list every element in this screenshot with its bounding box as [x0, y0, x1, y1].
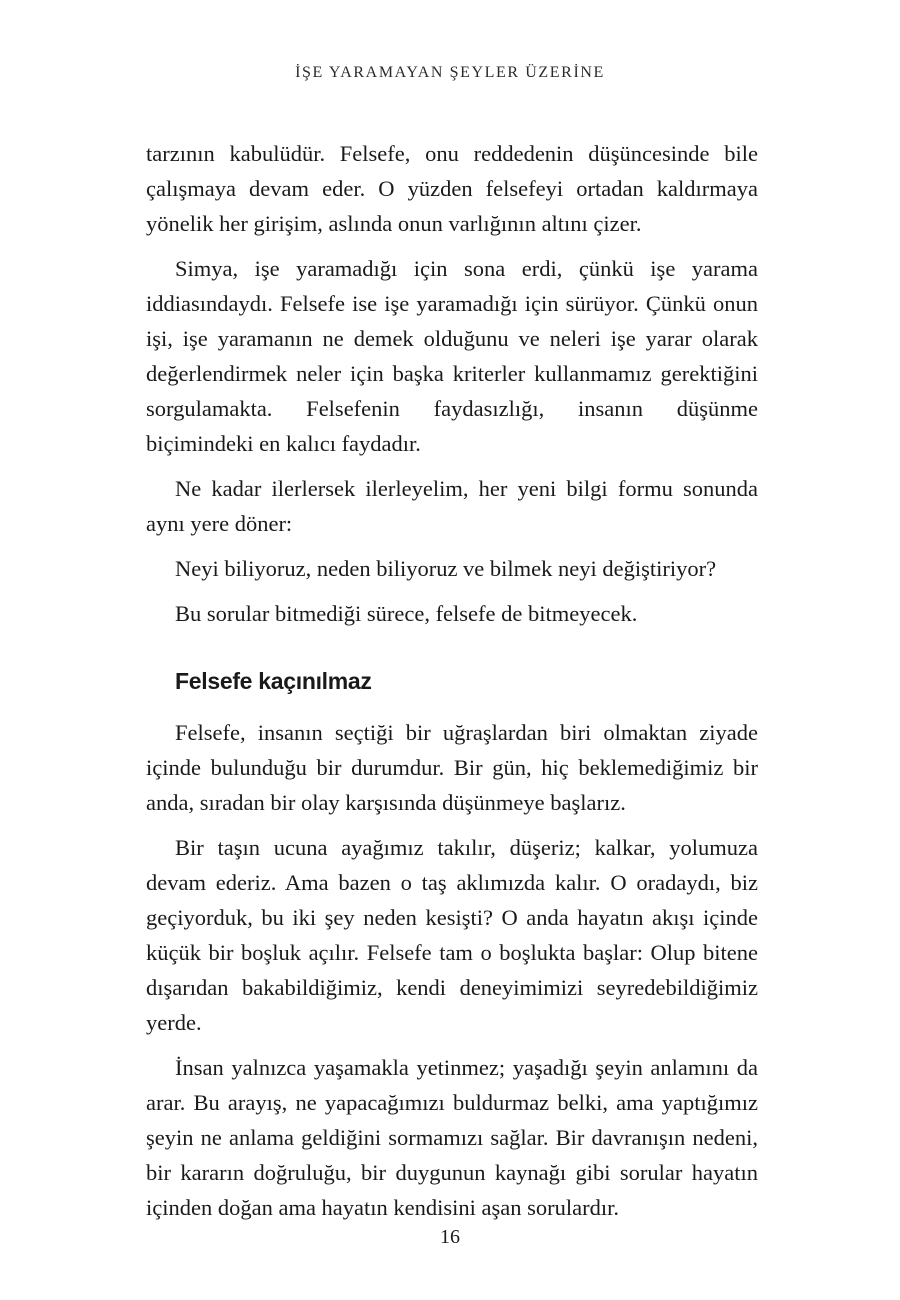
section-heading: Felsefe kaçınılmaz [175, 668, 372, 694]
closing-line: Bu sorular bitmediği sürece, felsefe de bitmeyecek. [175, 601, 638, 626]
paragraph: Ne kadar ilerlersek ilerleyelim, her yeni bilgi formu sonunda aynı yere döner: [146, 476, 758, 536]
paragraph: Felsefe, insanın seçtiği bir uğraşlardan biri olmaktan ziyade içinde bulunduğu bir durumdur. Bir gün, hiç beklemediğimiz bir anda, sıradan bir olay karşısında düşünmeye başlarız. [146, 720, 758, 815]
paragraph: Simya, işe yaramadığı için sona erdi, çünkü işe yarama iddiasındaydı. Felsefe ise işe yaramadığı için sürüyor. Çünkü onun işi, işe yaramanın ne demek olduğunu ve neleri işe yarar olarak değerlendirmek neler için başka kriterler kullanmamız gerektiğini sorgulamakta. Felsefenin faydasızlığı, insanın düşünme biçimindeki en kalıcı faydadır. [146, 256, 758, 456]
paragraph: İnsan yalnızca yaşamakla yetinmez; yaşadığı şeyin anlamını da arar. Bu arayış, ne yapacağımızı buldurmaz belki, ama yaptığımız şeyin ne anlama geldiğini sormamızı sağlar. Bir davranışın nedeni, bir kararın doğruluğu, bir duygunun kaynağı gibi sorular hayatın içinden doğan ama hayatın kendisini aşan sorulardır. [146, 1055, 758, 1220]
paragraph: Bir taşın ucuna ayağımız takılır, düşeriz; kalkar, yolumuza devam ederiz. Ama bazen o taş aklımızda kalır. O oradaydı, biz geçiyorduk, bu iki şey neden kesişti? O anda hayatın akışı içinde küçük bir boşluk açılır. Felsefe tam o boşlukta başlar: Olup bitene dışarıdan bakabildiğimiz, kendi deneyimimizi seyredebildiğimiz yerde. [146, 835, 758, 1035]
page-body [146, 136, 758, 1235]
paragraph-continuation: tarzının kabulüdür. Felsefe, onu reddedenin düşüncesinde bile çalışmaya devam eder. O yüzden felsefeyi ortadan kaldırmaya yönelik her girişim, aslında onun varlığının altını çizer. [146, 141, 758, 236]
page-number: 16 [440, 1226, 460, 1248]
running-header: İŞE YARAMAYAN ŞEYLER ÜZERİNE [295, 64, 605, 81]
question-line: Neyi biliyoruz, neden biliyoruz ve bilmek neyi değiştiriyor? [175, 556, 717, 581]
